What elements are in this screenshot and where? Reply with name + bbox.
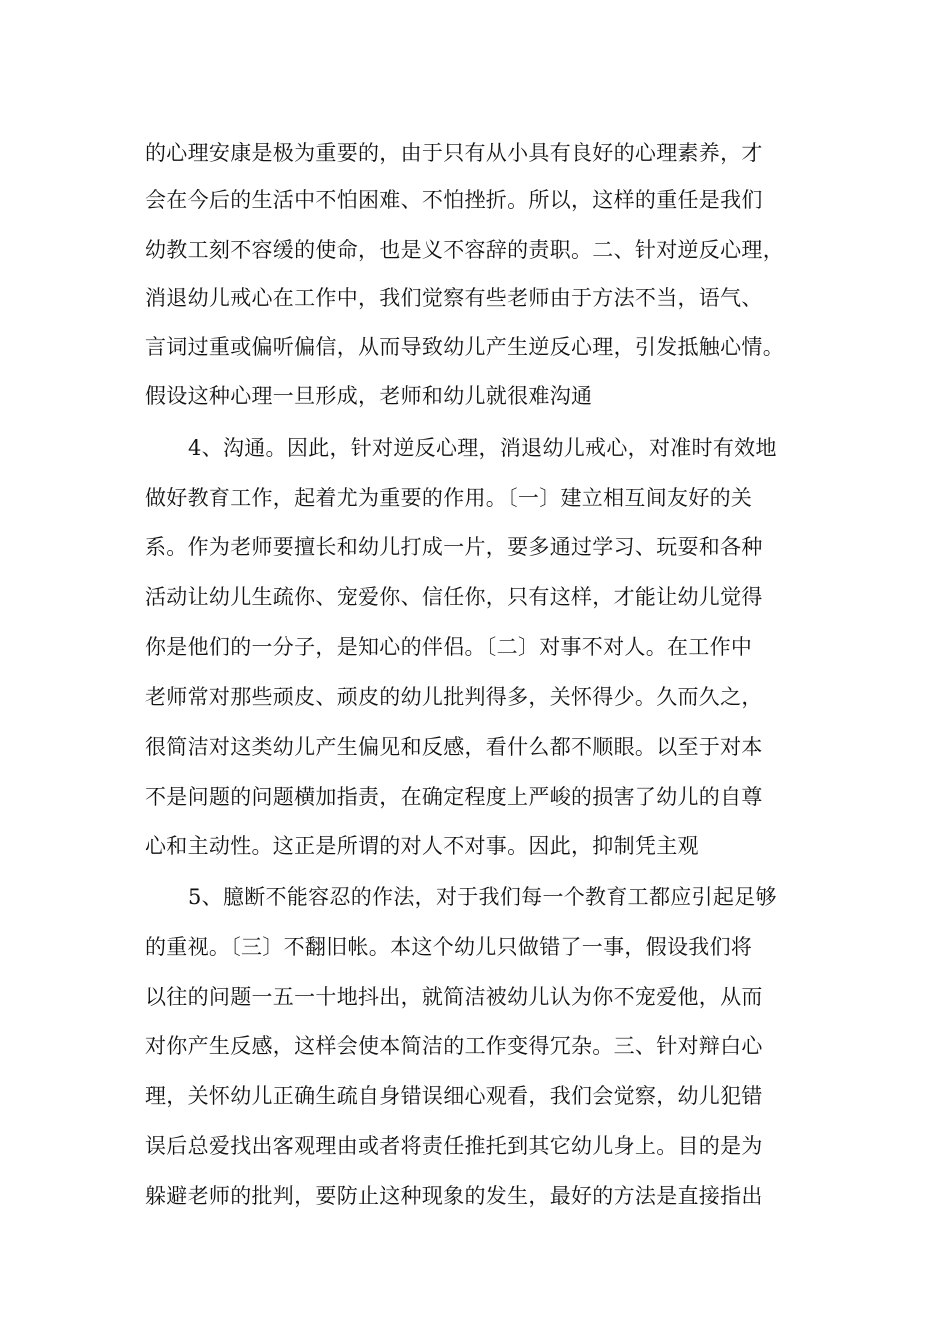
text-line: 幼教工刻不容缓的使命，也是义不容辞的责职。二、针对逆反心理， <box>145 238 784 262</box>
text-line: 做好教育工作，起着尤为重要的作用。〔一〕建立相互间友好的关 <box>145 486 753 510</box>
text-line: 心和主动性。这正是所谓的对人不对事。因此，抑制凭主观 <box>145 834 699 858</box>
text-line: 会在今后的生活中不怕困难、不怕挫折。所以，这样的重任是我们 <box>145 188 763 212</box>
text-line: 不是问题的问题横加指责，在确定程度上严峻的损害了幼儿的自尊 <box>145 785 763 809</box>
text-line: 假设这种心理一旦形成，老师和幼儿就很难沟通 <box>145 384 593 408</box>
text-line: 以往的问题一五一十地抖出，就简洁被幼儿认为你不宠爱他，从而 <box>145 985 763 1009</box>
text-line: 的心理安康是极为重要的，由于只有从小具有良好的心理素养，才 <box>145 141 763 165</box>
text-line: 你是他们的一分子，是知心的伴侣。〔二〕对事不对人。在工作中 <box>145 635 753 659</box>
text-line: 理，关怀幼儿正确生疏自身错误细心观看，我们会觉察，幼儿犯错 <box>145 1084 763 1108</box>
text-line: 系。作为老师要擅长和幼儿打成一片，要多通过学习、玩耍和各种 <box>145 535 763 559</box>
text-line: 误后总爱找出客观理由或者将责任推托到其它幼儿身上。目的是为 <box>145 1134 763 1158</box>
text-line: 很简洁对这类幼儿产生偏见和反感，看什么都不顺眼。以至于对本 <box>145 735 763 759</box>
text-line: 的重视。〔三〕不翻旧帐。本这个幼儿只做错了一事，假设我们将 <box>145 935 753 959</box>
text-line: 活动让幼儿生疏你、宠爱你、信任你，只有这样，才能让幼儿觉得 <box>145 585 763 609</box>
text-line: 对你产生反感，这样会使本简洁的工作变得冗杂。三、针对辩白心 <box>145 1034 763 1058</box>
paragraph-start-line: 5、臆断不能容忍的作法，对于我们每一个教育工都应引起足够 <box>188 885 777 909</box>
text-line: 言词过重或偏听偏信，从而导致幼儿产生逆反心理，引发抵触心情。 <box>145 335 784 359</box>
text-line: 老师常对那些顽皮、顽皮的幼儿批判得多，关怀得少。久而久之， <box>145 685 763 709</box>
text-line: 消退幼儿戒心在工作中，我们觉察有些老师由于方法不当，语气、 <box>145 286 763 310</box>
text-line: 躲避老师的批判，要防止这种现象的发生，最好的方法是直接指出 <box>145 1184 763 1208</box>
paragraph-start-line: 4、沟通。因此，针对逆反心理，消退幼儿戒心，对准时有效地 <box>188 436 777 460</box>
